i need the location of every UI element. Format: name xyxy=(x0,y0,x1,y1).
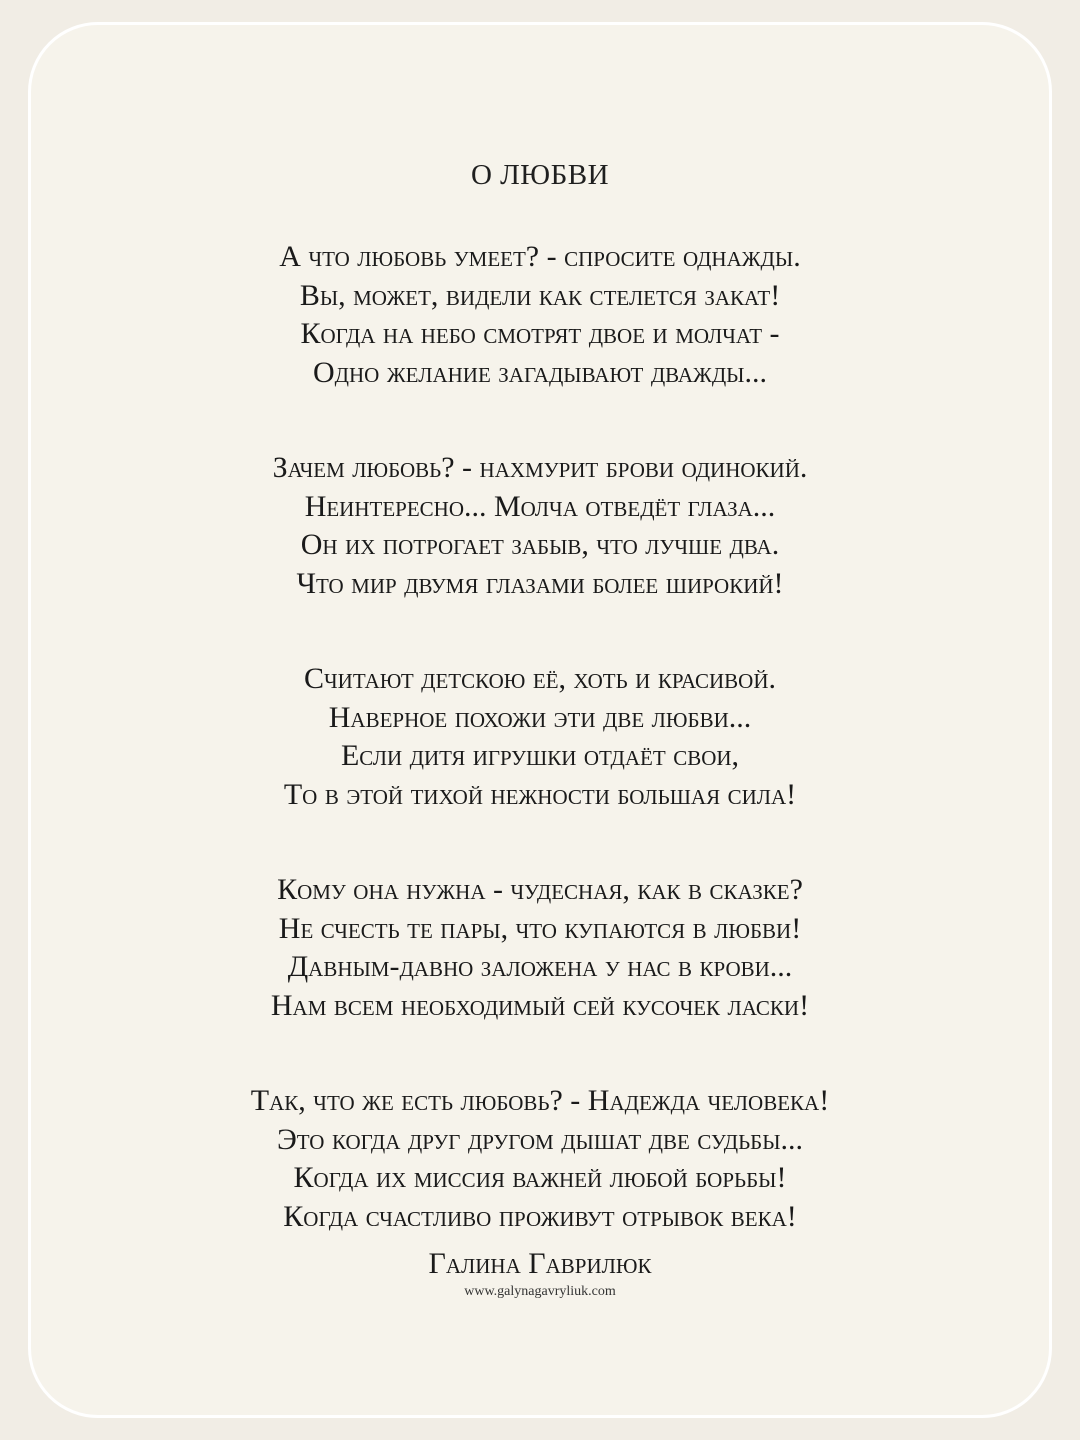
poem-line: Когда их миссия важней любой борьбы! xyxy=(293,1161,787,1194)
poem-line: Что мир двумя глазами более широкий! xyxy=(296,566,784,600)
stanza xyxy=(0,238,1080,392)
poem-line: Зачем любовь? - нахмурит брови одинокий. xyxy=(272,451,808,484)
poem-line: Когда счастливо проживут отрывок века! xyxy=(283,1199,797,1233)
poem-line: Считают детскою её, хоть и красивой. xyxy=(304,662,776,695)
poem-line: Наверное похожи эти две любви... xyxy=(328,700,752,734)
poem-line: Когда на небо смотрят двое и молчат - xyxy=(300,317,780,350)
poem-line: Он их потрогает забыв, что лучше два. xyxy=(300,528,780,561)
poem-body xyxy=(0,238,1080,1293)
stanza xyxy=(0,449,1080,603)
poem-line: Вы, может, видели как стелется закат! xyxy=(299,278,781,312)
poem-line: То в этой тихой нежности большая сила! xyxy=(283,777,797,811)
poem-line: Давным-давно заложена у нас в крови... xyxy=(287,950,793,983)
poem-title: О ЛЮБВИ xyxy=(470,159,610,191)
poem-line: Одно желание загадывают дважды... xyxy=(313,355,767,389)
poem-line: Кому она нужна - чудесная, как в сказке? xyxy=(277,873,803,906)
poem-line: А что любовь умеет? - спросите однажды. xyxy=(279,240,801,273)
poem-line: Так, что же есть любовь? - Надежда человека! xyxy=(250,1084,830,1117)
poem-line: Неинтересно... Молча отведёт глаза... xyxy=(304,489,776,523)
stanza xyxy=(0,660,1080,814)
poem-line: Не счесть те пары, что купаются в любви! xyxy=(278,911,802,945)
poem-line: Нам всем необходимый сей кусочек ласки! xyxy=(270,988,810,1022)
poem-line: Это когда друг другом дышат две судьбы... xyxy=(276,1122,804,1156)
stanza xyxy=(0,1082,1080,1236)
author-website: www.galynagavryliuk.com xyxy=(464,1284,616,1299)
stanza xyxy=(0,871,1080,1025)
poem-line: Если дитя игрушки отдаёт свои, xyxy=(340,739,740,772)
author-name: Галина Гаврилюк xyxy=(428,1247,652,1280)
